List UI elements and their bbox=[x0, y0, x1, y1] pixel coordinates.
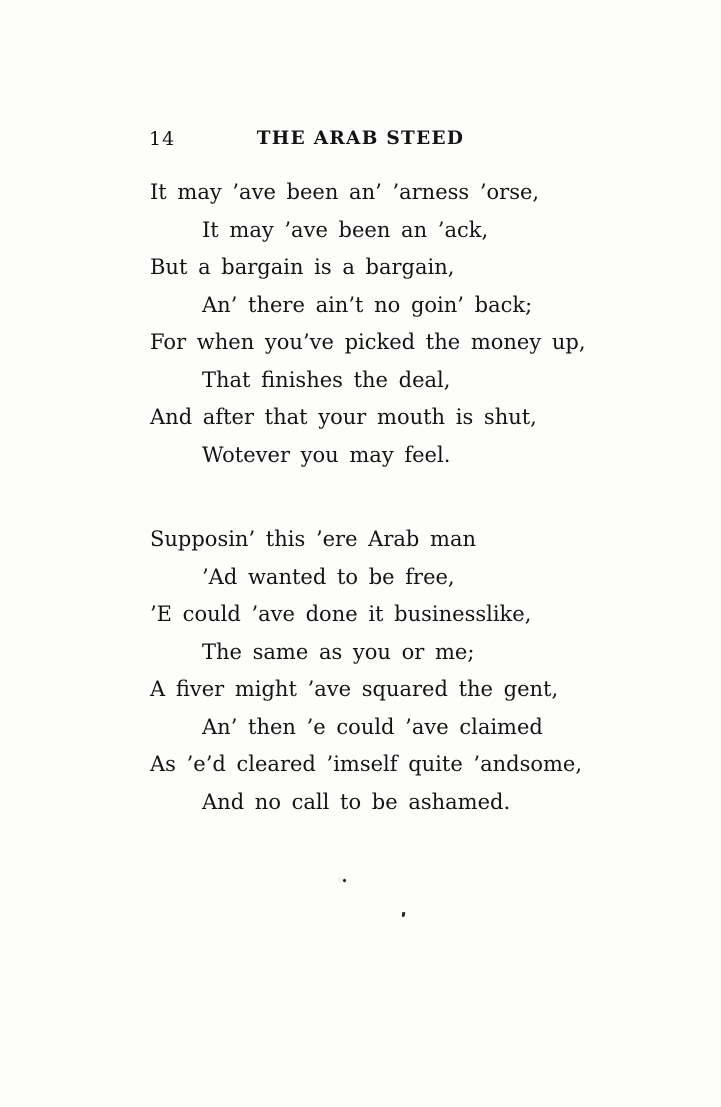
poem-line: A fiver might ’ave squared the gent, bbox=[150, 677, 559, 701]
stanza-2 bbox=[150, 521, 650, 821]
poem-line: But a bargain is a bargain, bbox=[150, 255, 455, 279]
poem-line: The same as you or me; bbox=[202, 639, 475, 664]
poem-line: And no call to be ashamed. bbox=[202, 789, 511, 814]
stanza-1 bbox=[150, 174, 650, 474]
running-title: THE ARAB STEED bbox=[256, 128, 465, 149]
poem-line: An’ there ain’t no goin’ back; bbox=[202, 292, 533, 317]
poem-line: It may ’ave been an’ ’arness ’orse, bbox=[150, 180, 540, 204]
poem-line: ’Ad wanted to be free, bbox=[202, 564, 455, 589]
poem-body bbox=[150, 174, 650, 821]
ink-speck bbox=[342, 878, 346, 882]
poem-line: Wotever you may feel. bbox=[202, 442, 451, 467]
poem-line: And after that your mouth is shut, bbox=[150, 405, 537, 429]
poem-line: An’ then ’e could ’ave claimed bbox=[202, 714, 543, 739]
page-number: 14 bbox=[149, 128, 176, 150]
poem-line: As ’e’d cleared ’imself quite ’andsome, bbox=[150, 752, 583, 776]
poem-line: Supposin’ this ’ere Arab man bbox=[150, 527, 476, 551]
poem-line: It may ’ave been an ’ack, bbox=[202, 217, 489, 242]
poem-line: ’E could ’ave done it businesslike, bbox=[150, 602, 532, 626]
running-header bbox=[0, 127, 721, 161]
poem-line: That finishes the deal, bbox=[202, 367, 451, 392]
poem-line: For when you’ve picked the money up, bbox=[150, 330, 586, 354]
ink-speck bbox=[402, 912, 406, 917]
